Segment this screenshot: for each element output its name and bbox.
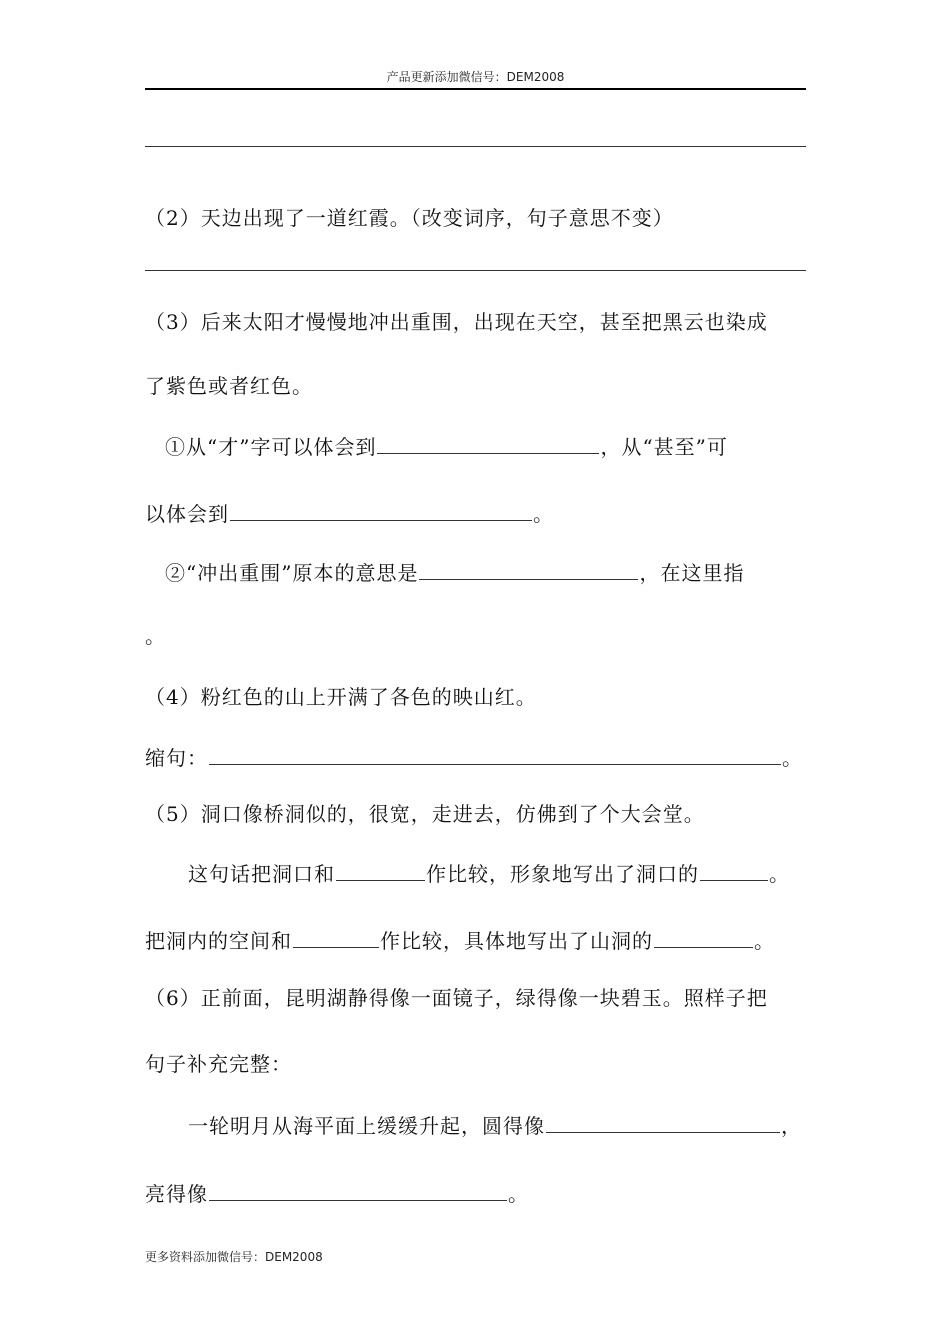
- question-5: （5）洞口像桥洞似的，很宽，走进去，仿佛到了个大会堂。: [145, 802, 705, 826]
- question-4-answer: [145, 742, 806, 772]
- q5-b-blank-2[interactable]: [654, 925, 753, 948]
- q3-sub2-text-b: ，在这里指: [639, 561, 745, 585]
- q6-a-text-2: ，: [781, 1114, 802, 1138]
- question-3-sub2-end: 。: [145, 624, 166, 648]
- q3-sub1-text-c: 以体会到: [145, 502, 229, 526]
- header-rule: [145, 88, 806, 90]
- q3-sub1-blank-2[interactable]: [230, 498, 532, 521]
- question-3-sub1-cont: [145, 498, 806, 528]
- q3-sub1-blank-1[interactable]: [377, 431, 599, 454]
- q3-sub1-text-b: ，从“甚至”可: [600, 435, 728, 459]
- q6-b-text-1: 亮得像: [145, 1182, 208, 1206]
- question-6-a: [188, 1110, 849, 1140]
- question-5-b: [145, 925, 806, 955]
- q5-b-text-3: 。: [754, 929, 775, 953]
- q6-b-text-2: 。: [508, 1182, 529, 1206]
- q5-b-text-1: 把洞内的空间和: [145, 929, 292, 953]
- question-3-sub2: [165, 557, 826, 587]
- q3-sub2-blank-1[interactable]: [419, 557, 638, 580]
- q4-label: 缩句：: [145, 746, 208, 770]
- question-6-line2: 句子补充完整：: [145, 1052, 292, 1076]
- q5-b-blank-1[interactable]: [293, 925, 379, 948]
- question-5-a: [188, 858, 849, 888]
- question-2: （2）天边出现了一道红霞。（改变词序，句子意思不变）: [145, 206, 674, 230]
- q5-a-text-2: 作比较，形象地写出了洞口的: [426, 862, 699, 886]
- q4-blank[interactable]: [209, 742, 781, 765]
- q5-b-text-2: 作比较，具体地写出了山洞的: [380, 929, 653, 953]
- q6-b-blank[interactable]: [209, 1178, 507, 1201]
- q4-end: 。: [782, 746, 803, 770]
- answer-line-q1[interactable]: [145, 146, 806, 147]
- question-3-line2: 了紫色或者红色。: [145, 374, 313, 398]
- q5-a-text-3: 。: [769, 862, 790, 886]
- question-3-line1: （3）后来太阳才慢慢地冲出重围，出现在天空，甚至把黑云也染成: [145, 310, 768, 334]
- question-6-b: [145, 1178, 806, 1208]
- q5-a-text-1: 这句话把洞口和: [188, 862, 335, 886]
- q3-sub1-text-a: ①从“才”字可以体会到: [165, 435, 377, 459]
- page-header: 产品更新添加微信号：DEM2008: [386, 70, 565, 84]
- q6-a-blank[interactable]: [546, 1110, 780, 1133]
- q3-sub2-text-a: ②“冲出重围”原本的意思是: [165, 561, 419, 585]
- q5-a-blank-2[interactable]: [700, 858, 768, 881]
- answer-line-q2[interactable]: [145, 270, 806, 271]
- question-6-line1: （6）正前面，昆明湖静得像一面镜子，绿得像一块碧玉。照样子把: [145, 986, 768, 1010]
- question-4: （4）粉红色的山上开满了各色的映山红。: [145, 685, 537, 709]
- q3-sub1-text-d: 。: [533, 502, 554, 526]
- page-footer: 更多资料添加微信号：DEM2008: [145, 1250, 323, 1264]
- question-3-sub1: [165, 431, 826, 461]
- q5-a-blank-1[interactable]: [336, 858, 425, 881]
- q6-a-text-1: 一轮明月从海平面上缓缓升起，圆得像: [188, 1114, 545, 1138]
